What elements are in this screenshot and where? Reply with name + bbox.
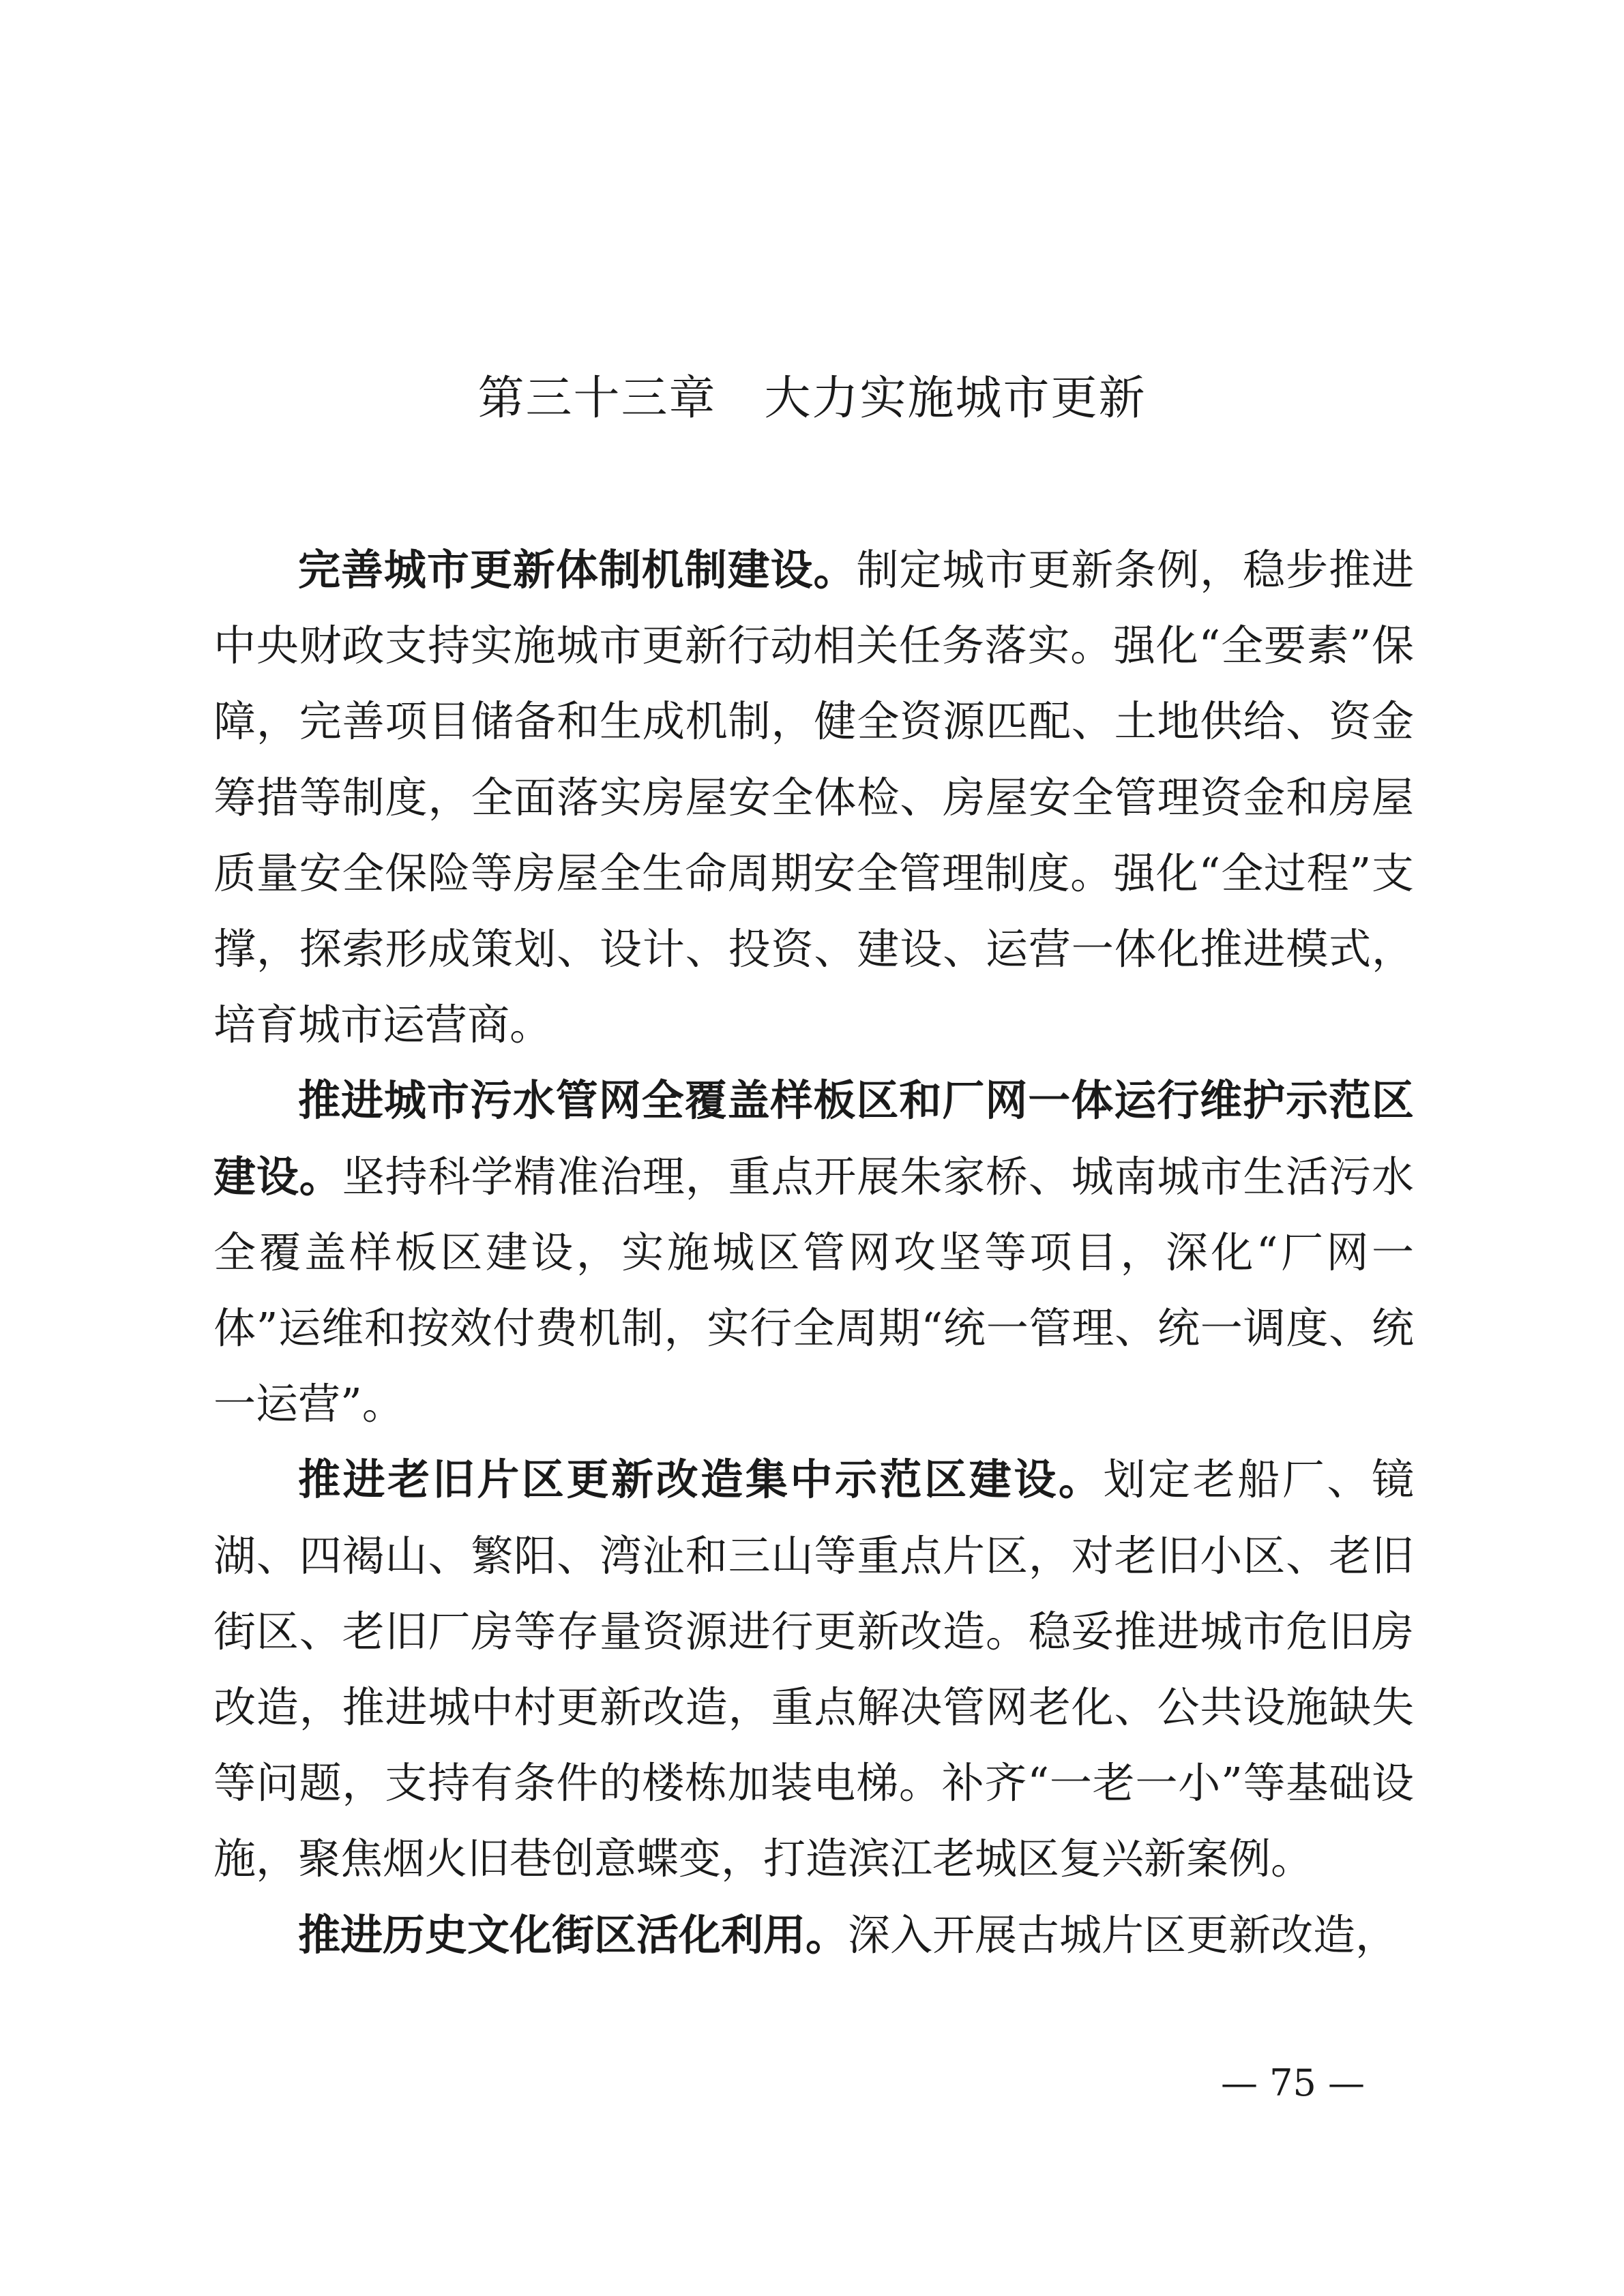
paragraph-heading: 推进历史文化街区活化利用。 xyxy=(298,1909,848,1960)
paragraph-text: 制定城市更新条例，稳步推进中央财政支持实施城市更新行动相关任务落实。强化“全要素”保障，完善项目储备和生成机制，健全资源匹配、土地供给、资金筹措等制度，全面落实房屋安全体检、房屋安全管理资金和房屋质量安全保险等房屋全生命周期安全管理制度。强化“全过程”支撑，探索形成策划、设计、投资、建设、运营一体化推进模式，培育城市运营商。 xyxy=(213,545,1414,1050)
page-number: — 75 — xyxy=(1221,2061,1365,2104)
paragraph-text: 坚持科学精准治理，重点开展朱家桥、城南城市生活污水全覆盖样板区建设，实施城区管网攻坚等项目，深化“厂网一体”运维和按效付费机制，实行全周期“统一管理、统一调度、统一运营”。 xyxy=(213,1151,1414,1429)
paragraph-historic-district xyxy=(213,1897,1414,1973)
paragraph-urban-renewal-mechanism xyxy=(213,532,1414,1062)
paragraph-heading: 完善城市更新体制机制建设。 xyxy=(298,545,857,595)
paragraph-text: 划定老船厂、镜湖、四褐山、繁阳、湾沚和三山等重点片区，对老旧小区、老旧街区、老旧厂房等存量资源进行更新改造。稳妥推进城市危旧房改造，推进城中村更新改造，重点解决管网老化、公共设施缺失等问题，支持有条件的楼栋加装电梯。补齐“一老一小”等基础设施，聚焦烟火旧巷创意蝶变，打造滨江老城区复兴新案例。 xyxy=(213,1455,1414,1884)
chapter-title: 第三十三章 大力实施城市更新 xyxy=(477,372,1147,426)
paragraph-heading: 推进城市污水管网全覆盖样板区和厂网一体运行维护示范区建设。 xyxy=(213,1075,1414,1202)
body-text xyxy=(213,532,1414,1973)
paragraph-text: 深入开展古城片区更新改造， xyxy=(848,1909,1398,1960)
paragraph-heading: 推进老旧片区更新改造集中示范区建设。 xyxy=(298,1455,1104,1505)
paragraph-old-district-renovation xyxy=(213,1442,1414,1896)
paragraph-sewage-network xyxy=(213,1062,1414,1442)
